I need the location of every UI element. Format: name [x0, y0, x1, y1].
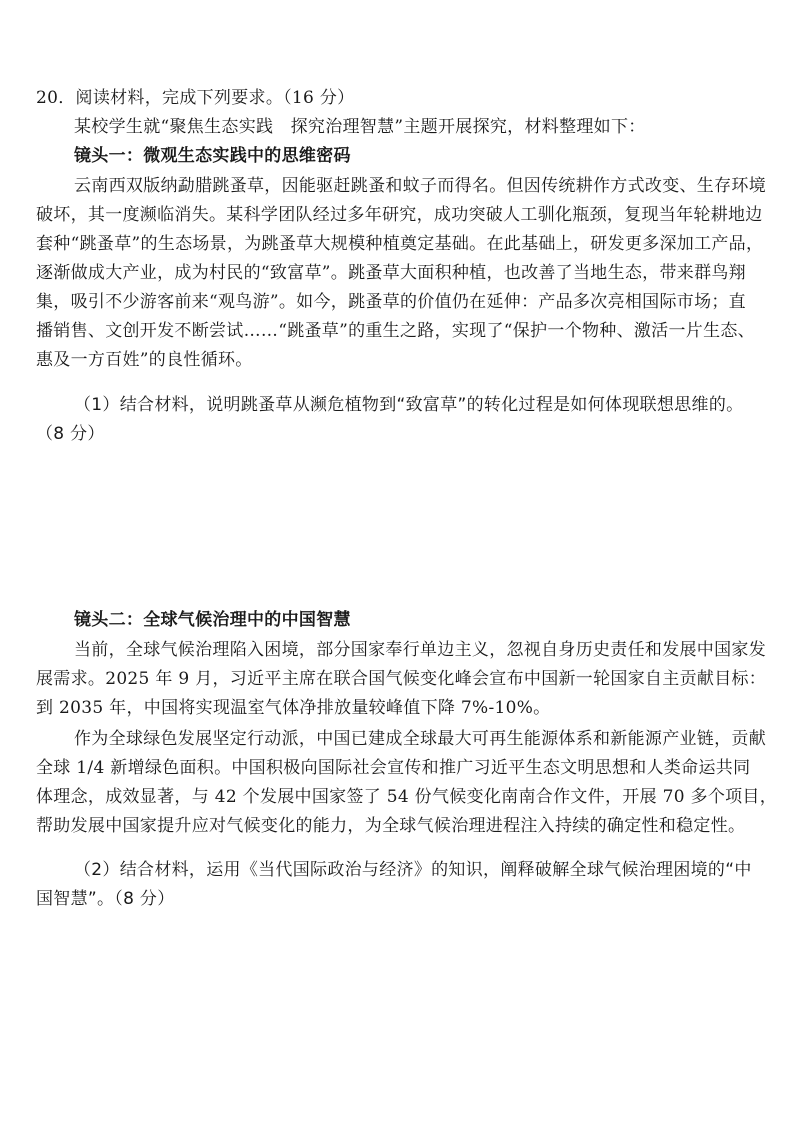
question-intro: 某校学生就“聚焦生态实践 探究治理智慧”主题开展探究，材料整理如下： — [74, 117, 646, 137]
shot2-line: 当前，全球气候治理陷入困境，部分国家奉行单边主义，忽视自身历史责任和发展中国家发 — [74, 640, 766, 660]
shot2-line: 全球 1/4 新增绿色面积。中国积极向国际社会宣传和推广习近平生态文明思想和人类命运共同 — [36, 758, 751, 778]
question-header: 20．阅读材料，完成下列要求。（16 分） — [36, 88, 355, 108]
shot2-question: （2）结合材料，运用《当代国际政治与经济》的知识，阐释破解全球气候治理困境的“中 — [74, 860, 752, 880]
shot2-line: 到 2035 年，中国将实现温室气体净排放量较峰值下降 7%-10%。 — [36, 698, 551, 718]
shot1-line: 套种“跳蚤草”的生态场景，为跳蚤草大规模种植奠定基础。在此基础上，研发更多深加工产品， — [36, 234, 764, 254]
shot2-title: 镜头二：全球气候治理中的中国智慧 — [74, 610, 351, 630]
shot2-line: 体理念，成效显著，与 42 个发展中国家签了 54 份气候变化南南合作文件，开展 70 多个项目， — [36, 787, 778, 807]
shot2-line: 作为全球绿色发展坚定行动派，中国已建成全球最大可再生能源体系和新能源产业链，贡献 — [74, 729, 766, 749]
shot1-question: （1）结合材料，说明跳蚤草从濒危植物到“致富草”的转化过程是如何体现联想思维的。 — [74, 395, 744, 415]
shot1-line: 集，吸引不少游客前来“观鸟游”。如今，跳蚤草的价值仍在延伸：产品多次亮相国际市场；直 — [36, 292, 746, 312]
shot1-question-score: （8 分） — [36, 424, 105, 444]
shot2-line: 展需求。2025 年 9 月，习近平主席在联合国气候变化峰会宣布中国新一轮国家自主贡献目标： — [36, 669, 767, 689]
shot1-title: 镜头一：微观生态实践中的思维密码 — [74, 146, 351, 166]
shot2-question-cont: 国智慧”。（8 分） — [36, 889, 175, 909]
shot1-line: 播销售、文创开发不断尝试……“跳蚤草”的重生之路，实现了“保护一个物种、激活一片生态、 — [36, 321, 755, 341]
shot2-line: 帮助发展中国家提升应对气候变化的能力，为全球气候治理进程注入持续的确定性和稳定性。 — [36, 816, 746, 836]
shot1-line: 惠及一方百姓”的良性循环。 — [36, 350, 253, 370]
shot1-line: 逐渐做成大产业，成为村民的“致富草”。跳蚤草大面积种植，也改善了当地生态，带来群鸟翔 — [36, 263, 746, 283]
shot1-line: 破坏，其一度濒临消失。某科学团队经过多年研究，成功突破人工驯化瓶颈，复现当年轮耕地边 — [36, 205, 763, 225]
shot1-line: 云南西双版纳勐腊跳蚤草，因能驱赶跳蚤和蚊子而得名。但因传统耕作方式改变、生存环境 — [74, 176, 766, 196]
